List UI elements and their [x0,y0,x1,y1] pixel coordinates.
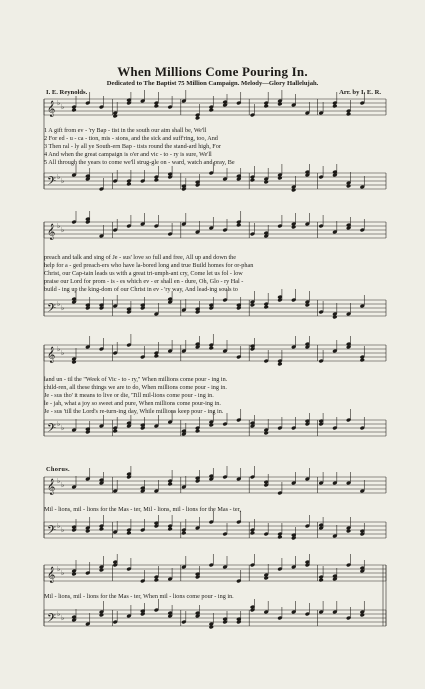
flat-sign: ♭ [57,420,61,428]
verse-line: 4 And when the great campaign is o'er and vic - to - ry is sure, We'll [44,151,212,158]
verse-line: 2 For ed - u - ca - tion, mis - sions, and the sick and suff'ring, too, And [44,135,218,142]
note-head [71,572,76,577]
note-head [250,531,255,536]
note-head [154,578,159,583]
verse-line: Je - sus 'till the Lord's re-turn-ing day, While millions keep pour - ing in. [44,408,224,415]
hymn-title: When Millions Come Pouring In. [117,64,308,79]
note-head [264,576,269,581]
flat-sign: ♭ [61,614,65,622]
clef-symbol: 𝄢 [47,175,57,191]
note-head [291,225,296,230]
flat-sign: ♭ [57,477,61,485]
note-head [209,346,214,351]
flat-sign: ♭ [57,345,61,353]
flat-sign: ♭ [61,349,65,357]
note-head [154,178,159,183]
note-head [167,482,172,487]
clef-symbol: 𝄞 [47,567,56,583]
note-head [126,531,131,536]
flat-sign: ♭ [57,610,61,618]
flat-sign: ♭ [61,526,65,534]
note-head [332,315,337,320]
note-head [85,529,90,534]
note-head [264,104,269,109]
note-head [332,104,337,109]
flat-sign: ♭ [57,222,61,230]
flat-sign: ♭ [57,99,61,107]
chorus-line: Mil - lions, mil - lions for the Mas - ter, When mil - lions come pour - ing in. [44,593,234,600]
note-head [195,116,200,121]
note-head [113,429,118,434]
note-head [277,102,282,107]
note-head [250,178,255,183]
flat-sign: ♭ [61,304,65,312]
clef-symbol: 𝄞 [47,224,56,240]
note-head [99,613,104,618]
note-head [360,358,365,363]
clef-symbol: 𝄞 [47,347,56,363]
note-head [209,423,214,428]
note-head [305,303,310,308]
verse-line: build - ing up the king-dom of our Christ in ev - 'ry way, And lead-ing souls to [44,286,238,293]
note-head [209,625,214,630]
verse-line: land un - til the "Week of Vic - to - ry," When millions come pour - ing in. [44,376,228,383]
flat-sign: ♭ [57,565,61,573]
arranger-credit: Arr. by I. E. R. [339,89,381,96]
flat-sign: ♭ [57,522,61,530]
note-head [277,176,282,181]
verse-line: 3 Then ral - ly all ye South-ern Bap - tists round the stand-ard high, For [44,143,221,150]
note-head [236,223,241,228]
note-head [277,362,282,367]
note-head [264,180,269,185]
note-head [291,188,296,193]
flat-sign: ♭ [61,177,65,185]
note-head [99,568,104,573]
verse-line: le - jah, what a joy so sweet and pure, When millions come pour-ing in. [44,400,221,407]
note-head [113,114,118,119]
clef-symbol: 𝄢 [47,302,57,318]
verse-line: 5 All through the years to come we'll strug-gle on - ward, watch and pray, Be [44,159,235,166]
note-head [154,354,159,359]
note-head [264,305,269,310]
note-head [195,429,200,434]
composer-credit: I. E. Reynolds. [46,89,88,96]
flat-sign: ♭ [61,569,65,577]
clef-symbol: 𝄞 [47,479,56,495]
verse-line: Je - sus tho' it means to live or die, 'Till mil-lions come pour - ing in. [44,392,214,399]
clef-symbol: 𝄢 [47,422,57,438]
chorus-line: Mil - lions, mil - lions for the Mas - ter, Mil - lions, mil - lions for the Mas - ter, [44,506,241,513]
note-head [318,578,323,583]
note-head [264,431,269,436]
note-head [126,182,131,187]
note-head [71,108,76,113]
flat-sign: ♭ [61,226,65,234]
note-head [277,535,282,540]
flat-sign: ♭ [61,481,65,489]
note-head [167,527,172,532]
verse-line: help for a - ged preach-ers who have la-bored long and true Build homes for or-phan [44,262,254,269]
flat-sign: ♭ [61,103,65,111]
verse-line: 1 A gift from ev - 'ry Bap - tist in the south our aim shall be, We'll [44,127,207,134]
note-head [250,303,255,308]
flat-sign: ♭ [61,424,65,432]
flat-sign: ♭ [57,300,61,308]
note-head [99,527,104,532]
note-head [181,531,186,536]
note-head [154,104,159,109]
verse-line: preach and talk and sing of Je - sus' love so full and free, All up and down the [44,254,237,261]
clef-symbol: 𝄞 [47,101,56,117]
note-head [71,360,76,365]
note-head [346,112,351,117]
clef-symbol: 𝄢 [47,524,57,540]
dedication-line: Dedicated to The Baptist 75 Million Campaign. Melody—Glory Hallelujah. [106,80,319,87]
verse-line: Christ, our Cap-tain leads us with a great tri-umph-ant cry, Come let us fol - low [44,270,243,277]
note-head [346,184,351,189]
note-head [209,108,214,113]
verse-line: praise our Lord for prom - is - es which ev - er shall en - dure, Oh, Glo - ry Hal - [44,278,244,285]
flat-sign: ♭ [57,173,61,181]
clef-symbol: 𝄢 [47,612,57,628]
verse-line: child-ren, all these things we are to do, When millions come pour - ing in. [44,384,227,391]
note-head [360,613,365,618]
chorus-label: Chorus. [46,466,70,473]
note-head [346,529,351,534]
